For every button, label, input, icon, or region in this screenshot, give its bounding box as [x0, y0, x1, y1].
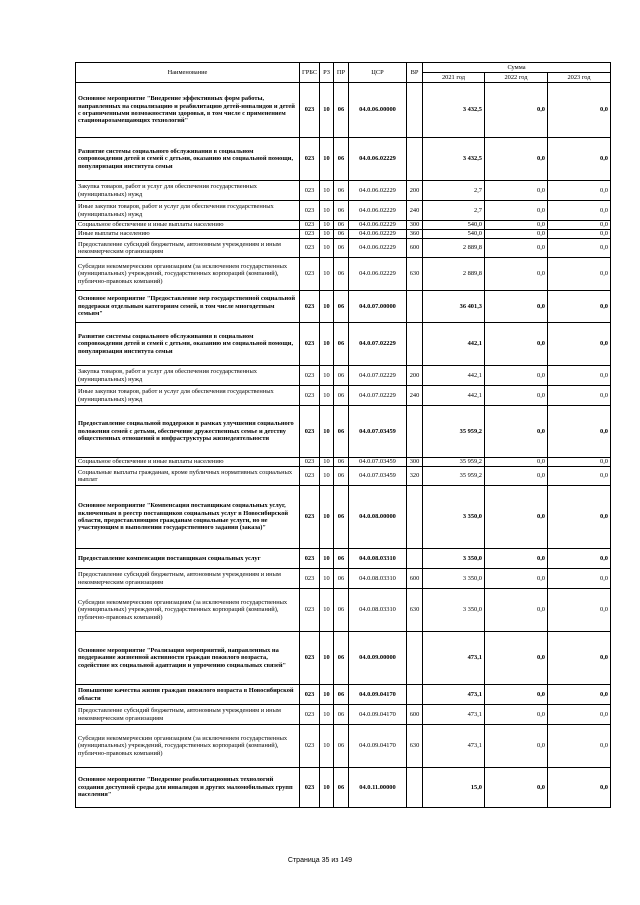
cell-name: Основное мероприятие "Компенсация поставщикам социальных услуг, включенным в реестр поставщиков социальных услуг в Новосибирской области, предоставляющим гражданам социальные услуги, но не участвующим в выполнении государственного задания (заказа)"	[76, 486, 300, 549]
cell-name: Закупка товаров, работ и услуг для обеспечения государственных (муниципальных) нужд	[76, 181, 300, 201]
cell-csr: 04.0.08.03310	[349, 589, 407, 632]
cell-2023: 0,0	[548, 239, 611, 258]
cell-rz: 10	[320, 83, 334, 138]
cell-rz: 10	[320, 467, 334, 486]
cell-name: Социальные выплаты гражданам, кроме публичных нормативных социальных выплат	[76, 467, 300, 486]
cell-2021: 442,1	[423, 386, 485, 406]
cell-2021: 3 432,5	[423, 138, 485, 181]
cell-2022: 0,0	[485, 138, 548, 181]
cell-2023: 0,0	[548, 589, 611, 632]
cell-vr	[407, 486, 423, 549]
cell-2023: 0,0	[548, 258, 611, 291]
table-row	[76, 458, 611, 467]
cell-2023: 0,0	[548, 406, 611, 458]
cell-2023: 0,0	[548, 458, 611, 467]
cell-csr: 04.0.09.04170	[349, 705, 407, 725]
cell-2023: 0,0	[548, 83, 611, 138]
cell-2022: 0,0	[485, 221, 548, 230]
cell-vr	[407, 406, 423, 458]
table-row	[76, 201, 611, 221]
cell-grbs: 023	[300, 486, 320, 549]
cell-2023: 0,0	[548, 366, 611, 386]
cell-rz: 10	[320, 138, 334, 181]
cell-csr: 04.0.09.04170	[349, 685, 407, 705]
cell-2022: 0,0	[485, 467, 548, 486]
table-row	[76, 258, 611, 291]
cell-csr: 04.0.09.00000	[349, 632, 407, 685]
cell-name: Предоставление субсидий бюджетным, автономным учреждениям и иным некоммерческим организациям	[76, 569, 300, 589]
cell-2021: 540,0	[423, 230, 485, 239]
cell-grbs: 023	[300, 258, 320, 291]
cell-rz: 10	[320, 589, 334, 632]
table-row	[76, 589, 611, 632]
cell-csr: 04.0.06.02229	[349, 201, 407, 221]
cell-pr: 06	[334, 549, 349, 569]
cell-csr: 04.0.06.02229	[349, 138, 407, 181]
cell-2022: 0,0	[485, 632, 548, 685]
cell-2023: 0,0	[548, 725, 611, 768]
cell-csr: 04.0.06.02229	[349, 221, 407, 230]
cell-2023: 0,0	[548, 201, 611, 221]
cell-vr: 320	[407, 467, 423, 486]
cell-2021: 3 350,0	[423, 569, 485, 589]
cell-csr: 04.0.08.00000	[349, 486, 407, 549]
cell-2022: 0,0	[485, 458, 548, 467]
cell-2021: 35 959,2	[423, 406, 485, 458]
table-row	[76, 386, 611, 406]
cell-2021: 540,0	[423, 221, 485, 230]
cell-csr: 04.0.08.03310	[349, 569, 407, 589]
cell-grbs: 023	[300, 323, 320, 366]
cell-vr: 630	[407, 725, 423, 768]
cell-csr: 04.0.06.00000	[349, 83, 407, 138]
cell-2023: 0,0	[548, 467, 611, 486]
cell-2022: 0,0	[485, 569, 548, 589]
cell-2022: 0,0	[485, 291, 548, 323]
cell-name: Предоставление компенсации поставщикам социальных услуг	[76, 549, 300, 569]
table-row	[76, 138, 611, 181]
cell-2021: 3 432,5	[423, 83, 485, 138]
cell-grbs: 023	[300, 291, 320, 323]
cell-2022: 0,0	[485, 201, 548, 221]
cell-vr: 360	[407, 230, 423, 239]
cell-2023: 0,0	[548, 549, 611, 569]
cell-rz: 10	[320, 230, 334, 239]
cell-pr: 06	[334, 705, 349, 725]
budget-table	[75, 62, 611, 808]
cell-grbs: 023	[300, 406, 320, 458]
cell-pr: 06	[334, 768, 349, 808]
cell-grbs: 023	[300, 366, 320, 386]
table-row	[76, 705, 611, 725]
cell-vr	[407, 83, 423, 138]
cell-2023: 0,0	[548, 768, 611, 808]
cell-name: Предоставление социальной поддержки в рамках улучшения социального положения семей с детьми, обеспечение дружественных семье и детству общественных отношений и инфраструктуры жизнедеятельности	[76, 406, 300, 458]
cell-rz: 10	[320, 632, 334, 685]
cell-vr: 240	[407, 201, 423, 221]
cell-vr: 200	[407, 181, 423, 201]
cell-csr: 04.0.07.03459	[349, 406, 407, 458]
cell-csr: 04.0.07.03459	[349, 467, 407, 486]
cell-name: Предоставление субсидий бюджетным, автономным учреждениям и иным некоммерческим организациям	[76, 239, 300, 258]
cell-csr: 04.0.06.02229	[349, 239, 407, 258]
cell-vr: 300	[407, 221, 423, 230]
cell-grbs: 023	[300, 83, 320, 138]
cell-rz: 10	[320, 221, 334, 230]
cell-csr: 04.0.11.00000	[349, 768, 407, 808]
cell-rz: 10	[320, 291, 334, 323]
cell-2022: 0,0	[485, 386, 548, 406]
cell-pr: 06	[334, 467, 349, 486]
cell-2023: 0,0	[548, 705, 611, 725]
cell-name: Субсидии некоммерческим организациям (за исключением государственных (муниципальных) учреждений, государственных корпораций (компаний), публично-правовых компаний)	[76, 589, 300, 632]
cell-rz: 10	[320, 486, 334, 549]
cell-pr: 06	[334, 366, 349, 386]
cell-grbs: 023	[300, 201, 320, 221]
cell-csr: 04.0.07.02229	[349, 386, 407, 406]
cell-2021: 2,7	[423, 201, 485, 221]
cell-name: Социальное обеспечение и иные выплаты населению	[76, 458, 300, 467]
cell-grbs: 023	[300, 181, 320, 201]
cell-grbs: 023	[300, 685, 320, 705]
cell-vr	[407, 323, 423, 366]
cell-2022: 0,0	[485, 181, 548, 201]
cell-2023: 0,0	[548, 569, 611, 589]
table-row	[76, 406, 611, 458]
col-pr-header: ПР	[334, 63, 349, 83]
cell-pr: 06	[334, 406, 349, 458]
cell-name: Повышение качества жизни граждан пожилого возраста в Новосибирской области	[76, 685, 300, 705]
cell-grbs: 023	[300, 569, 320, 589]
cell-vr: 240	[407, 386, 423, 406]
cell-name: Основное мероприятие "Внедрение реабилитационных технологий создания доступной среды для инвалидов и других маломобильных групп населения"	[76, 768, 300, 808]
cell-rz: 10	[320, 181, 334, 201]
cell-rz: 10	[320, 386, 334, 406]
cell-2021: 473,1	[423, 632, 485, 685]
col-2021-header: 2021 год	[423, 73, 485, 83]
cell-2021: 3 350,0	[423, 589, 485, 632]
table-row	[76, 239, 611, 258]
cell-pr: 06	[334, 239, 349, 258]
cell-vr	[407, 632, 423, 685]
cell-vr: 630	[407, 589, 423, 632]
cell-csr: 04.0.08.03310	[349, 549, 407, 569]
table-row	[76, 725, 611, 768]
cell-2022: 0,0	[485, 239, 548, 258]
cell-grbs: 023	[300, 458, 320, 467]
cell-grbs: 023	[300, 467, 320, 486]
cell-2021: 473,1	[423, 705, 485, 725]
cell-2021: 442,1	[423, 323, 485, 366]
table-row	[76, 685, 611, 705]
table-row	[76, 366, 611, 386]
table-row	[76, 768, 611, 808]
cell-2023: 0,0	[548, 685, 611, 705]
cell-vr: 200	[407, 366, 423, 386]
cell-csr: 04.0.06.02229	[349, 181, 407, 201]
cell-2022: 0,0	[485, 258, 548, 291]
cell-vr	[407, 549, 423, 569]
cell-2022: 0,0	[485, 768, 548, 808]
table-row	[76, 486, 611, 549]
cell-vr: 600	[407, 705, 423, 725]
cell-2022: 0,0	[485, 725, 548, 768]
page-number: Страница 35 из 149	[287, 857, 353, 864]
cell-grbs: 023	[300, 705, 320, 725]
cell-2021: 2 889,8	[423, 239, 485, 258]
cell-2022: 0,0	[485, 83, 548, 138]
cell-name: Закупка товаров, работ и услуг для обеспечения государственных (муниципальных) нужд	[76, 366, 300, 386]
cell-rz: 10	[320, 725, 334, 768]
cell-2022: 0,0	[485, 705, 548, 725]
cell-grbs: 023	[300, 221, 320, 230]
cell-vr	[407, 768, 423, 808]
cell-pr: 06	[334, 685, 349, 705]
cell-rz: 10	[320, 768, 334, 808]
cell-name: Иные выплаты населению	[76, 230, 300, 239]
cell-rz: 10	[320, 258, 334, 291]
table-row	[76, 291, 611, 323]
cell-pr: 06	[334, 458, 349, 467]
cell-grbs: 023	[300, 589, 320, 632]
cell-pr: 06	[334, 486, 349, 549]
col-grbs-header: ГРБС	[300, 63, 320, 83]
table-body	[76, 83, 611, 808]
cell-2021: 2,7	[423, 181, 485, 201]
cell-2023: 0,0	[548, 386, 611, 406]
cell-grbs: 023	[300, 768, 320, 808]
table-row	[76, 569, 611, 589]
cell-2022: 0,0	[485, 685, 548, 705]
cell-2021: 473,1	[423, 685, 485, 705]
cell-pr: 06	[334, 386, 349, 406]
cell-grbs: 023	[300, 549, 320, 569]
cell-rz: 10	[320, 323, 334, 366]
cell-pr: 06	[334, 83, 349, 138]
col-2023-header: 2023 год	[548, 73, 611, 83]
cell-pr: 06	[334, 725, 349, 768]
cell-vr	[407, 138, 423, 181]
col-name-header: Наименование	[76, 63, 300, 83]
cell-vr: 600	[407, 569, 423, 589]
table-row	[76, 323, 611, 366]
cell-pr: 06	[334, 589, 349, 632]
cell-csr: 04.0.06.02229	[349, 230, 407, 239]
cell-rz: 10	[320, 569, 334, 589]
table-row	[76, 83, 611, 138]
cell-pr: 06	[334, 230, 349, 239]
cell-pr: 06	[334, 323, 349, 366]
cell-pr: 06	[334, 221, 349, 230]
col-rz-header: РЗ	[320, 63, 334, 83]
col-2022-header: 2022 год	[485, 73, 548, 83]
cell-name: Иные закупки товаров, работ и услуг для обеспечения государственных (муниципальных) нужд	[76, 386, 300, 406]
cell-vr: 630	[407, 258, 423, 291]
cell-2023: 0,0	[548, 323, 611, 366]
cell-csr: 04.0.07.02229	[349, 366, 407, 386]
cell-rz: 10	[320, 705, 334, 725]
cell-2021: 3 350,0	[423, 486, 485, 549]
cell-2021: 473,1	[423, 725, 485, 768]
cell-2023: 0,0	[548, 230, 611, 239]
cell-2022: 0,0	[485, 486, 548, 549]
table-header	[76, 63, 611, 83]
cell-csr: 04.0.07.03459	[349, 458, 407, 467]
cell-2023: 0,0	[548, 632, 611, 685]
cell-pr: 06	[334, 201, 349, 221]
cell-name: Основное мероприятие "Реализация мероприятий, направленных на поддержание жизненной активности граждан пожилого возраста, содействие их социальной адаптации и упрочению социальных связей"	[76, 632, 300, 685]
table-row	[76, 632, 611, 685]
cell-2023: 0,0	[548, 221, 611, 230]
cell-2022: 0,0	[485, 589, 548, 632]
cell-pr: 06	[334, 291, 349, 323]
cell-grbs: 023	[300, 725, 320, 768]
table-row	[76, 221, 611, 230]
cell-rz: 10	[320, 406, 334, 458]
cell-name: Иные закупки товаров, работ и услуг для обеспечения государственных (муниципальных) нужд	[76, 201, 300, 221]
cell-name: Социальное обеспечение и иные выплаты населению	[76, 221, 300, 230]
cell-2022: 0,0	[485, 406, 548, 458]
cell-2021: 442,1	[423, 366, 485, 386]
cell-name: Субсидии некоммерческим организациям (за исключением государственных (муниципальных) учреждений, государственных корпораций (компаний), публично-правовых компаний)	[76, 258, 300, 291]
cell-2021: 15,0	[423, 768, 485, 808]
cell-name: Субсидии некоммерческим организациям (за исключением государственных (муниципальных) учреждений, государственных корпораций (компаний), публично-правовых компаний)	[76, 725, 300, 768]
cell-2023: 0,0	[548, 138, 611, 181]
cell-2023: 0,0	[548, 291, 611, 323]
col-csr-header: ЦСР	[349, 63, 407, 83]
cell-grbs: 023	[300, 632, 320, 685]
cell-2022: 0,0	[485, 230, 548, 239]
cell-2023: 0,0	[548, 181, 611, 201]
cell-2021: 3 350,0	[423, 549, 485, 569]
cell-rz: 10	[320, 239, 334, 258]
col-vr-header: ВР	[407, 63, 423, 83]
cell-name: Развитие системы социального обслуживания в социальном сопровождении детей и семей с детьми, оказанию им социальной помощи, популяризация института семьи	[76, 323, 300, 366]
cell-vr: 600	[407, 239, 423, 258]
cell-vr	[407, 685, 423, 705]
cell-name: Развитие системы социального обслуживания в социальном сопровождении детей и семей с детьми, оказанию им социальной помощи, популяризация института семьи	[76, 138, 300, 181]
cell-csr: 04.0.07.00000	[349, 291, 407, 323]
table-row	[76, 230, 611, 239]
cell-pr: 06	[334, 181, 349, 201]
col-sum-header: Сумма	[423, 63, 611, 73]
table-row	[76, 467, 611, 486]
cell-name: Основное мероприятие "Предоставление мер государственной социальной поддержки отдельным категориям семей, в том числе многодетным семьям"	[76, 291, 300, 323]
cell-2021: 36 401,3	[423, 291, 485, 323]
cell-vr: 300	[407, 458, 423, 467]
cell-2022: 0,0	[485, 366, 548, 386]
cell-name: Предоставление субсидий бюджетным, автономным учреждениям и иным некоммерческим организациям	[76, 705, 300, 725]
cell-2021: 35 959,2	[423, 467, 485, 486]
cell-rz: 10	[320, 458, 334, 467]
cell-2021: 35 959,2	[423, 458, 485, 467]
cell-grbs: 023	[300, 386, 320, 406]
cell-csr: 04.0.06.02229	[349, 258, 407, 291]
cell-rz: 10	[320, 549, 334, 569]
cell-name: Основное мероприятие "Внедрение эффективных форм работы, направленных на социализацию и реабилитацию детей-инвалидов и детей с ограниченными возможностями здоровья, в том числе с применением стационарозамещающих технологий"	[76, 83, 300, 138]
cell-2022: 0,0	[485, 549, 548, 569]
table-row	[76, 181, 611, 201]
cell-rz: 10	[320, 685, 334, 705]
table-row	[76, 549, 611, 569]
cell-grbs: 023	[300, 138, 320, 181]
cell-rz: 10	[320, 366, 334, 386]
cell-vr	[407, 291, 423, 323]
cell-2023: 0,0	[548, 486, 611, 549]
cell-pr: 06	[334, 258, 349, 291]
cell-csr: 04.0.07.02229	[349, 323, 407, 366]
cell-pr: 06	[334, 569, 349, 589]
cell-rz: 10	[320, 201, 334, 221]
cell-grbs: 023	[300, 230, 320, 239]
cell-2021: 2 889,8	[423, 258, 485, 291]
cell-pr: 06	[334, 632, 349, 685]
cell-grbs: 023	[300, 239, 320, 258]
cell-2022: 0,0	[485, 323, 548, 366]
cell-pr: 06	[334, 138, 349, 181]
cell-csr: 04.0.09.04170	[349, 725, 407, 768]
